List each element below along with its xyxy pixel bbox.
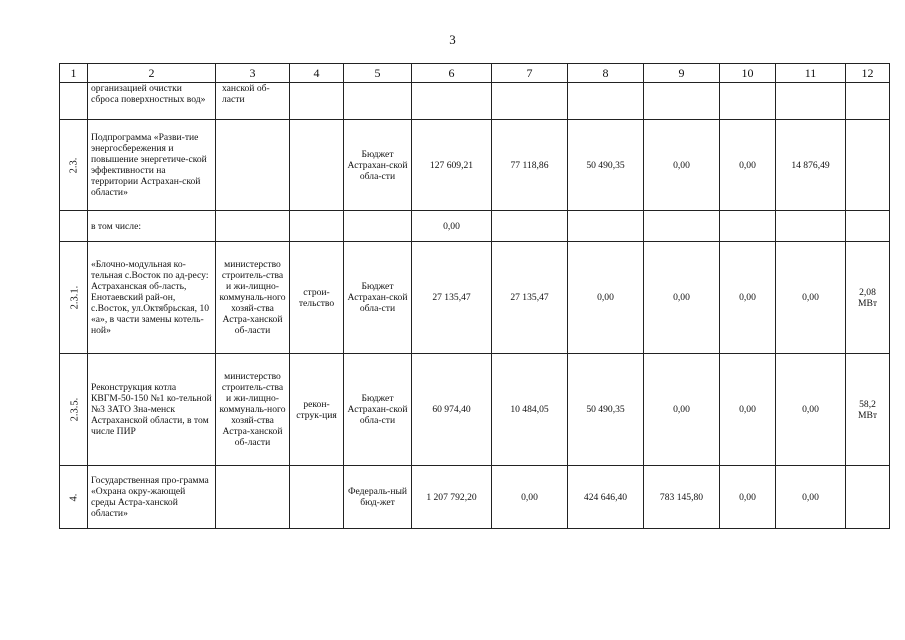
header-cell: 1 [60,64,88,83]
value-cell: 0,00 [776,354,846,466]
value-cell: 0,00 [720,354,776,466]
source-cell: Бюджет Астрахан-ской обла-сти [344,354,412,466]
description-cell: в том числе: [88,211,216,242]
value-cell [776,83,846,120]
type-cell [290,120,344,211]
value-cell: 0,00 [720,120,776,211]
value-cell [846,211,890,242]
value-cell: 0,00 [412,211,492,242]
value-cell: 60 974,40 [412,354,492,466]
header-cell: 8 [568,64,644,83]
value-cell: 0,00 [776,242,846,354]
value-cell: 0,00 [568,242,644,354]
row-number: 2.3. [60,120,88,211]
row-number [60,211,88,242]
executor-cell [216,211,290,242]
header-cell: 3 [216,64,290,83]
table-row [60,211,890,242]
executor-cell [216,120,290,211]
value-cell: 0,00 [720,466,776,529]
row-number: 2.3.1. [60,242,88,354]
value-cell: 0,00 [644,242,720,354]
page-number: 3 [449,32,456,47]
value-cell: 424 646,40 [568,466,644,529]
value-cell: 77 118,86 [492,120,568,211]
description-cell: Подпрограмма «Разви-тие энергосбережения и повышение энергетиче-ской эффективности на территории Астрахан-ской области» [88,120,216,211]
header-cell: 4 [290,64,344,83]
table-row [60,83,890,120]
row-number [60,83,88,120]
table-row [60,466,890,529]
value-cell: 0,00 [720,242,776,354]
executor-cell [216,466,290,529]
value-cell: 50 490,35 [568,354,644,466]
value-cell: 0,00 [492,466,568,529]
value-cell [492,83,568,120]
source-cell: Федераль-ный бюд-жет [344,466,412,529]
row-number: 4. [60,466,88,529]
value-cell: 58,2 МВт [846,354,890,466]
value-cell [776,211,846,242]
row-number: 2.3.5. [60,354,88,466]
table-row [60,354,890,466]
value-cell: 0,00 [644,120,720,211]
executor-cell: министерство строитель-ства и жи-лищно-коммуналь-ного хозяй-ства Астра-ханской об-ласти [216,354,290,466]
header-cell: 9 [644,64,720,83]
header-cell: 10 [720,64,776,83]
type-cell: рекон-струк-ция [290,354,344,466]
executor-cell: министерство строитель-ства и жи-лищно-коммуналь-ного хозяй-ства Астра-ханской об-ласти [216,242,290,354]
executor-cell: ханской об-ласти [216,83,290,120]
value-cell: 27 135,47 [412,242,492,354]
description-cell: «Блочно-модульная ко-тельная с.Восток по ад-ресу: Астраханская об-ласть, Енотаевский рай-он, с.Восток, ул.Октябрьская, 10 «а», в части замены котель-ной» [88,242,216,354]
source-cell: Бюджет Астрахан-ской обла-сти [344,120,412,211]
source-cell: Бюджет Астрахан-ской обла-сти [344,242,412,354]
value-cell: 0,00 [644,354,720,466]
header-cell: 5 [344,64,412,83]
value-cell: 27 135,47 [492,242,568,354]
value-cell [720,211,776,242]
value-cell: 50 490,35 [568,120,644,211]
value-cell [644,211,720,242]
header-cell: 2 [88,64,216,83]
value-cell [720,83,776,120]
value-cell: 783 145,80 [644,466,720,529]
description-cell: Государственная про-грамма «Охрана окру-жающей среды Астра-ханской области» [88,466,216,529]
value-cell [644,83,720,120]
header-cell: 6 [412,64,492,83]
value-cell: 14 876,49 [776,120,846,211]
type-cell [290,466,344,529]
header-row [60,64,890,83]
value-cell [846,120,890,211]
budget-table [59,63,890,529]
value-cell [412,83,492,120]
value-cell [846,83,890,120]
value-cell: 127 609,21 [412,120,492,211]
description-cell: Реконструкция котла КВГМ-50-150 №1 ко-тельной №3 ЗАТО Зна-менск Астраханской области, в том числе ПИР [88,354,216,466]
value-cell [492,211,568,242]
header-cell: 11 [776,64,846,83]
header-cell: 7 [492,64,568,83]
type-cell [290,83,344,120]
type-cell [290,211,344,242]
value-cell [568,83,644,120]
value-cell [846,466,890,529]
description-cell: организацией очистки сброса поверхностных вод» [88,83,216,120]
header-cell: 12 [846,64,890,83]
source-cell [344,83,412,120]
type-cell: строи-тельство [290,242,344,354]
value-cell: 2,08 МВт [846,242,890,354]
value-cell: 1 207 792,20 [412,466,492,529]
table-row [60,120,890,211]
value-cell: 0,00 [776,466,846,529]
value-cell [568,211,644,242]
source-cell [344,211,412,242]
table-row [60,242,890,354]
value-cell: 10 484,05 [492,354,568,466]
